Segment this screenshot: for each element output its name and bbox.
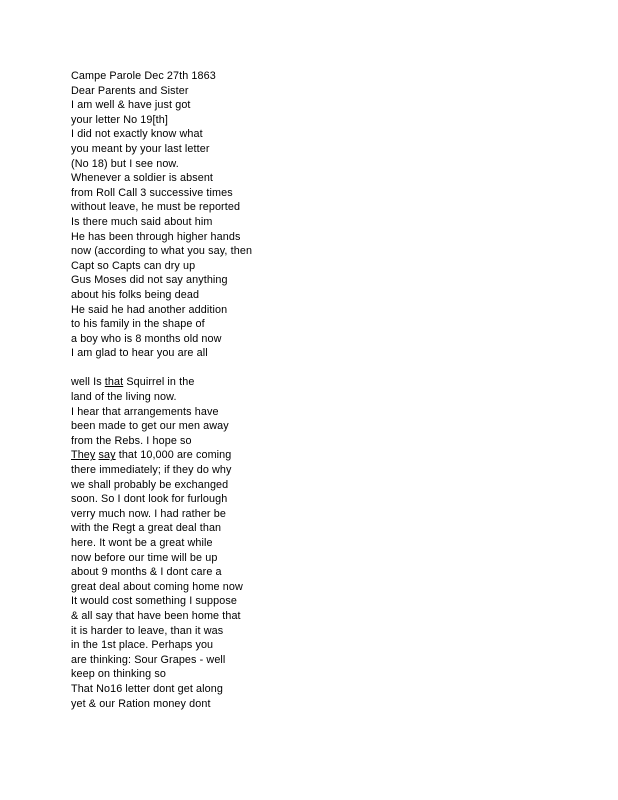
letter-line <box>71 157 491 172</box>
letter-line <box>71 653 491 668</box>
letter-line <box>71 332 491 347</box>
letter-text-segment: in the 1st place. Perhaps you <box>71 639 214 652</box>
letter-text-segment: yet & our Ration money dont <box>71 697 211 710</box>
letter-text-segment: your letter No 19[th] <box>71 113 168 126</box>
underlined-word: say <box>98 449 116 462</box>
letter-line <box>71 419 491 434</box>
letter-text-segment: from Roll Call 3 successive times <box>71 186 233 199</box>
underlined-word: that <box>104 376 124 389</box>
letter-line <box>71 536 491 551</box>
letter-text-segment: Squirrel in the <box>123 376 195 389</box>
letter-line <box>71 288 491 303</box>
letter-text-segment: about his folks being dead <box>71 288 200 301</box>
letter-paragraph <box>71 69 491 361</box>
letter-text-segment: Dear Parents and Sister <box>71 84 189 97</box>
letter-line <box>71 69 491 84</box>
letter-text-segment: Whenever a soldier is absent <box>71 172 214 185</box>
letter-line <box>71 390 491 405</box>
letter-text-segment: it is harder to leave, than it was <box>71 624 224 637</box>
letter-transcription <box>71 69 491 711</box>
letter-line <box>71 84 491 99</box>
letter-text-segment: It would cost something I suppose <box>71 595 237 608</box>
letter-text-segment: well Is <box>71 376 105 389</box>
letter-line <box>71 273 491 288</box>
letter-line <box>71 434 491 449</box>
letter-text-segment: now before our time will be up <box>71 551 218 564</box>
letter-paragraph <box>71 375 491 711</box>
letter-line <box>71 594 491 609</box>
letter-text-segment: without leave, he must be reported <box>71 201 241 214</box>
letter-line <box>71 244 491 259</box>
letter-text-segment: I hear that arrangements have <box>71 405 219 418</box>
letter-line <box>71 259 491 274</box>
letter-line <box>71 186 491 201</box>
letter-line <box>71 230 491 245</box>
letter-line <box>71 507 491 522</box>
letter-line <box>71 667 491 682</box>
letter-text-segment: about 9 months & I dont care a <box>71 566 222 579</box>
letter-text-segment: soon. So I dont look for furlough <box>71 493 228 506</box>
letter-line <box>71 127 491 142</box>
underlined-word: They <box>71 449 96 462</box>
letter-line <box>71 317 491 332</box>
letter-text-segment: & all say that have been home that <box>71 609 241 622</box>
letter-line <box>71 580 491 595</box>
letter-text-segment: verry much now. I had rather be <box>71 507 226 520</box>
letter-text-segment: (No 18) but I see now. <box>71 157 179 170</box>
letter-text-segment: are thinking: Sour Grapes - well <box>71 653 226 666</box>
letter-line <box>71 609 491 624</box>
letter-line <box>71 375 491 390</box>
letter-text-segment: He has been through higher hands <box>71 230 241 243</box>
letter-line <box>71 624 491 639</box>
letter-line <box>71 682 491 697</box>
letter-text-segment: He said he had another addition <box>71 303 228 316</box>
letter-text-segment: a boy who is 8 months old now <box>71 332 222 345</box>
letter-text-segment: with the Regt a great deal than <box>71 522 222 535</box>
letter-line <box>71 303 491 318</box>
letter-text-segment: keep on thinking so <box>71 668 166 681</box>
letter-text-segment: great deal about coming home now <box>71 580 243 593</box>
letter-text-segment: to his family in the shape of <box>71 318 205 331</box>
letter-text-segment: that 10,000 are coming <box>115 449 232 462</box>
letter-line <box>71 492 491 507</box>
letter-text-segment: land of the living now. <box>71 391 177 404</box>
letter-text-segment: Is there much said about him <box>71 215 213 228</box>
letter-text-segment: I am glad to hear you are all <box>71 347 208 360</box>
letter-line <box>71 215 491 230</box>
letter-line <box>71 521 491 536</box>
letter-line <box>71 697 491 712</box>
letter-text-segment: from the Rebs. I hope so <box>71 434 192 447</box>
letter-text-segment: we shall probably be exchanged <box>71 478 229 491</box>
letter-text-segment: Campe Parole Dec 27th 1863 <box>71 70 216 82</box>
letter-line <box>71 142 491 157</box>
letter-text-segment: been made to get our men away <box>71 420 229 433</box>
letter-line <box>71 171 491 186</box>
letter-text-segment: you meant by your last letter <box>71 142 210 155</box>
letter-line <box>71 551 491 566</box>
letter-line <box>71 448 491 463</box>
letter-text-segment: here. It wont be a great while <box>71 537 213 549</box>
letter-line <box>71 565 491 580</box>
letter-line <box>71 113 491 128</box>
letter-line <box>71 98 491 113</box>
letter-line <box>71 463 491 478</box>
letter-text-segment: now (according to what you say, then <box>71 245 253 258</box>
letter-line <box>71 638 491 653</box>
letter-line <box>71 200 491 215</box>
letter-text-segment: I am well & have just got <box>71 99 191 112</box>
letter-text-segment: I did not exactly know what <box>71 128 203 141</box>
letter-text-segment: Capt so Capts can dry up <box>71 259 196 272</box>
letter-text-segment: Gus Moses did not say anything <box>71 274 228 287</box>
letter-line <box>71 478 491 493</box>
letter-text-segment: there immediately; if they do why <box>71 464 232 477</box>
letter-line <box>71 405 491 420</box>
letter-line <box>71 346 491 361</box>
letter-text-segment: That No16 letter dont get along <box>71 682 223 695</box>
